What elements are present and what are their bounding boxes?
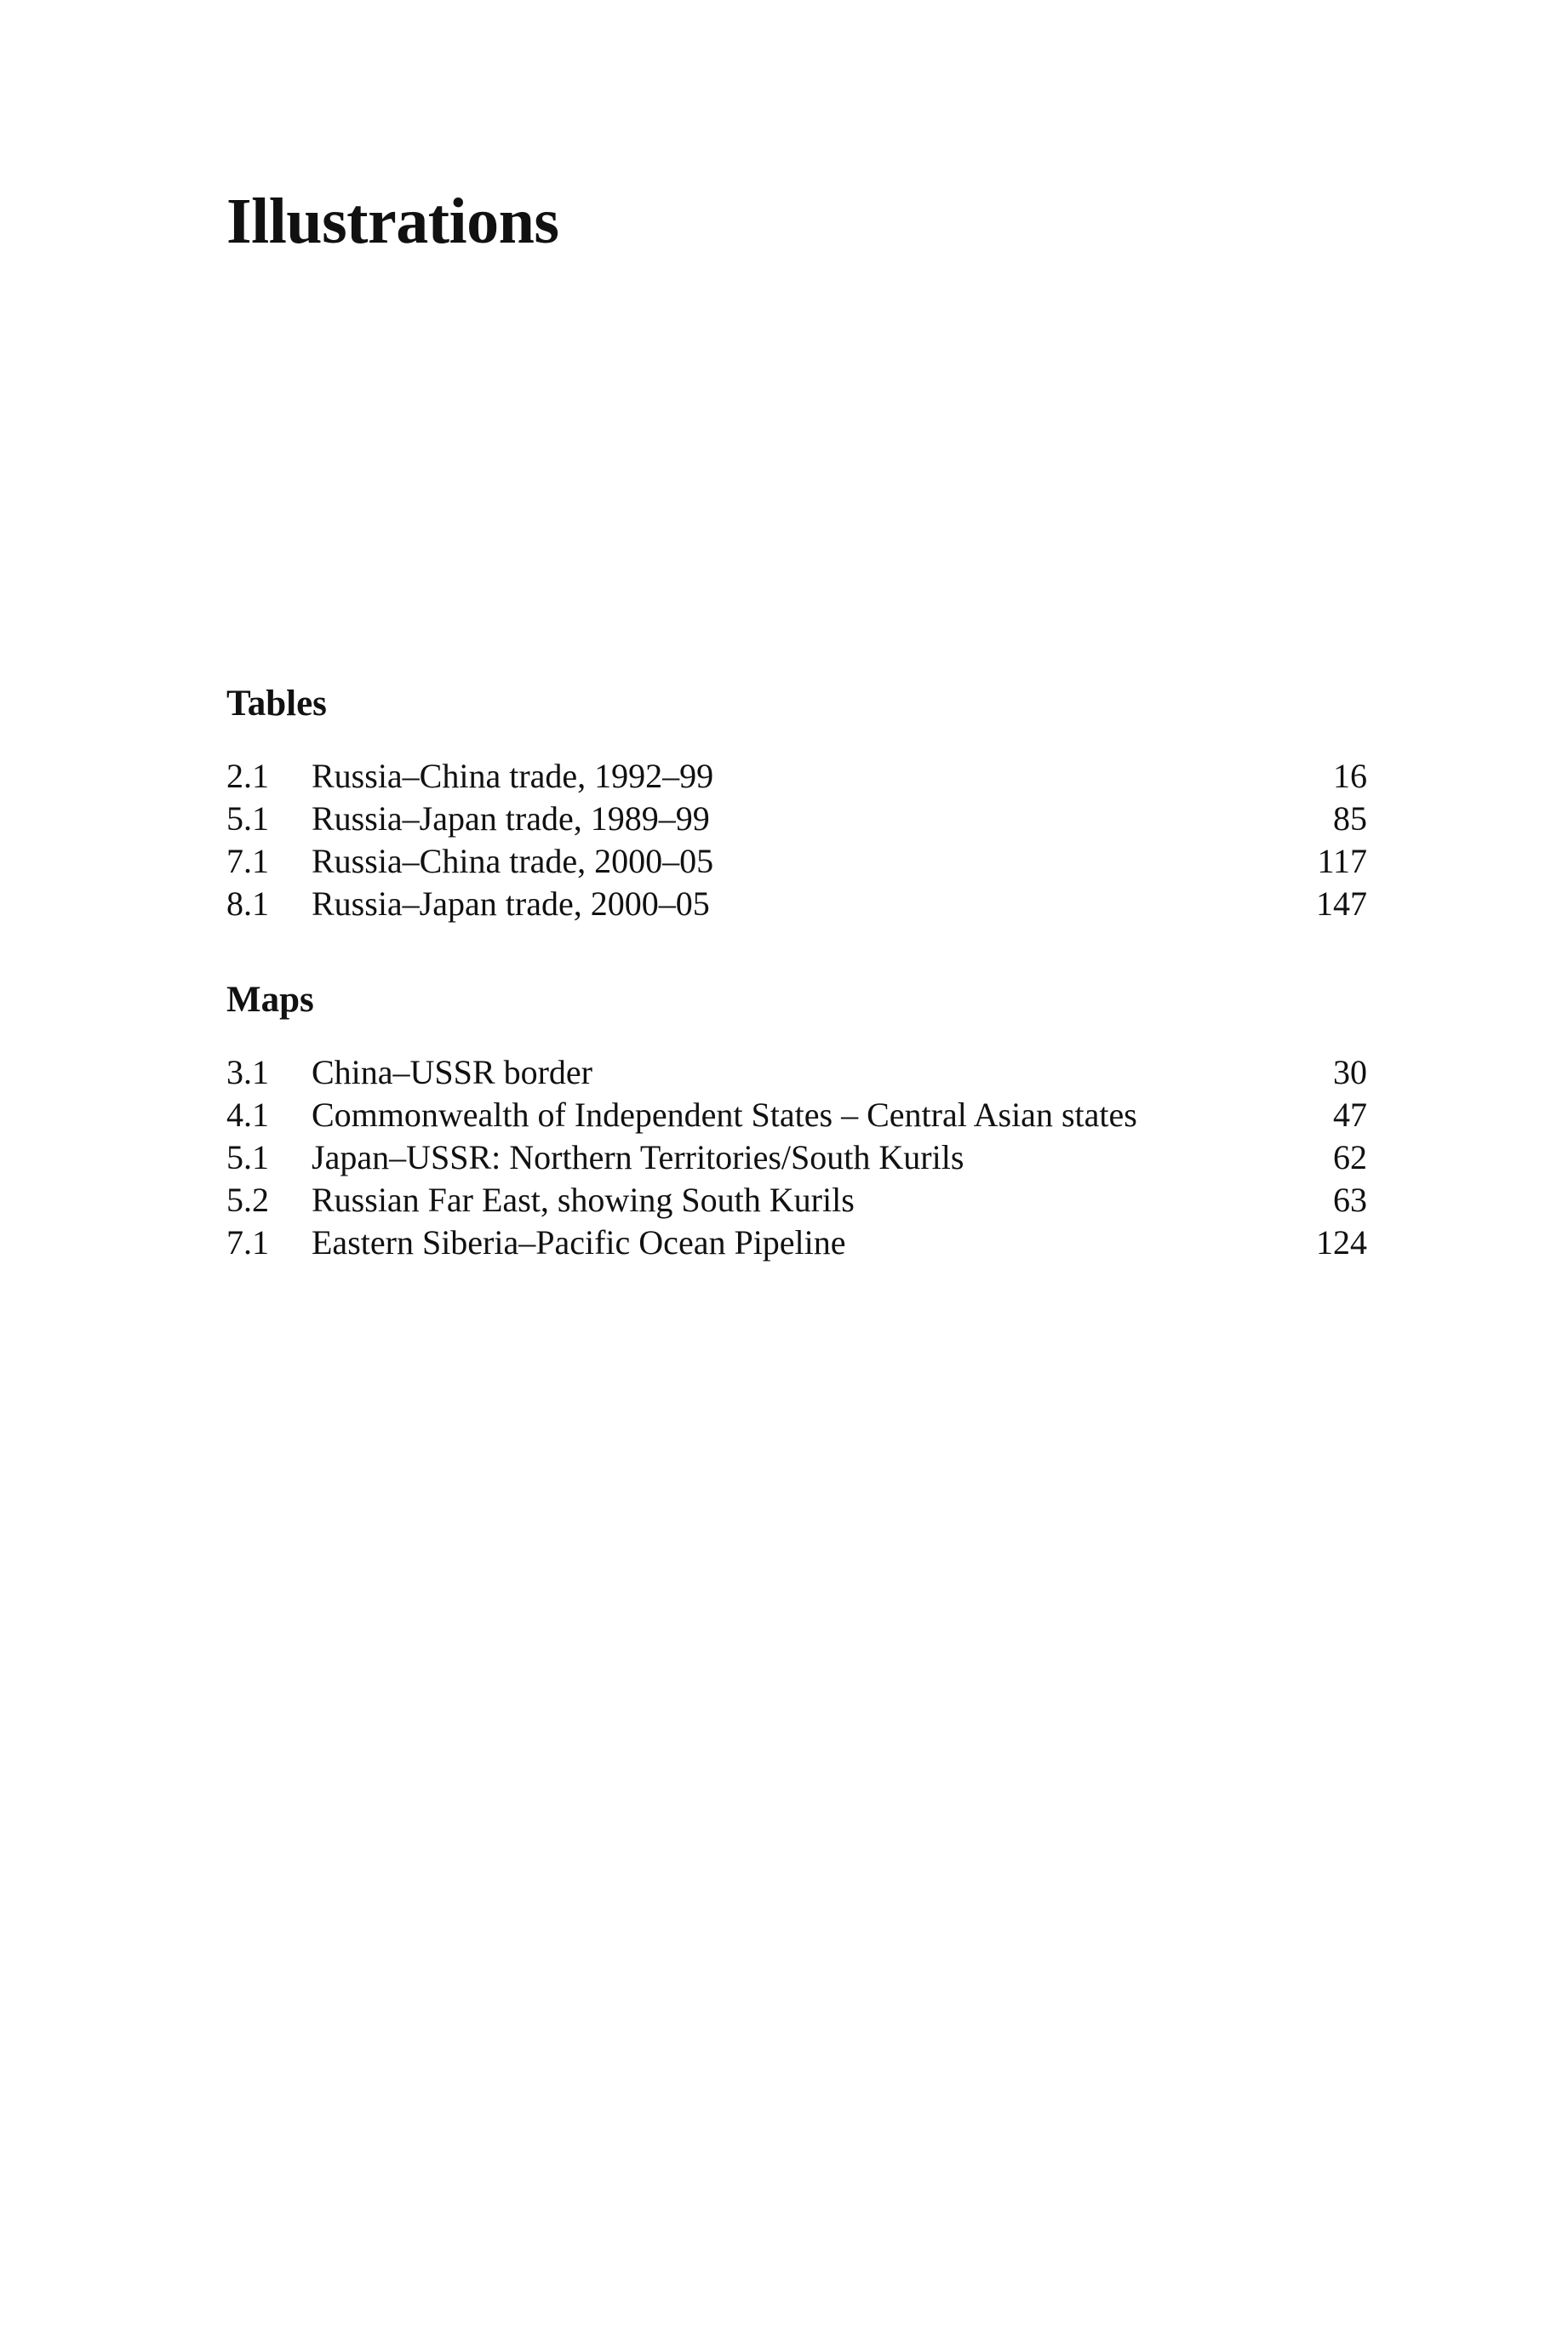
entry-page-number: 30	[1333, 1053, 1367, 1091]
list-item	[226, 1051, 1367, 1094]
entry-title: Russia–China trade, 1992–99	[312, 757, 714, 795]
tables-heading: Tables	[226, 684, 327, 724]
entry-title: Japan–USSR: Northern Territories/South Kurils	[312, 1138, 964, 1176]
tables-section	[226, 681, 1367, 925]
list-item	[226, 1179, 1367, 1222]
maps-section	[226, 977, 1367, 1264]
entry-number: 5.2	[226, 1181, 269, 1219]
list-item	[226, 1094, 1367, 1136]
entry-number: 8.1	[226, 884, 269, 923]
entry-page-number: 16	[1333, 757, 1367, 795]
entry-page-number: 62	[1333, 1138, 1367, 1176]
entry-page-number: 124	[1316, 1223, 1367, 1262]
entry-number: 5.1	[226, 799, 269, 838]
entry-number: 5.1	[226, 1138, 269, 1176]
entry-title: Russia–Japan trade, 2000–05	[312, 884, 710, 923]
list-item	[226, 883, 1367, 925]
list-item	[226, 798, 1367, 840]
entry-page-number: 47	[1333, 1096, 1367, 1134]
entry-title: Commonwealth of Independent States – Central Asian states	[312, 1096, 1137, 1134]
tables-list	[226, 755, 1367, 925]
entry-number: 2.1	[226, 757, 269, 795]
list-item	[226, 755, 1367, 798]
maps-heading: Maps	[226, 980, 314, 1020]
entry-title: China–USSR border	[312, 1053, 592, 1091]
entry-title: Eastern Siberia–Pacific Ocean Pipeline	[312, 1223, 846, 1262]
maps-list	[226, 1051, 1367, 1264]
entry-number: 4.1	[226, 1096, 269, 1134]
entry-page-number: 117	[1317, 842, 1367, 880]
entry-title: Russia–Japan trade, 1989–99	[312, 799, 710, 838]
entry-page-number: 63	[1333, 1181, 1367, 1219]
entry-number: 7.1	[226, 842, 269, 880]
list-item	[226, 1222, 1367, 1264]
list-item	[226, 840, 1367, 883]
entry-number: 3.1	[226, 1053, 269, 1091]
page-title: Illustrations	[226, 186, 559, 257]
entry-page-number: 147	[1316, 884, 1367, 923]
entry-title: Russia–China trade, 2000–05	[312, 842, 714, 880]
entry-title: Russian Far East, showing South Kurils	[312, 1181, 855, 1219]
entry-number: 7.1	[226, 1223, 269, 1262]
list-item	[226, 1136, 1367, 1179]
entry-page-number: 85	[1333, 799, 1367, 838]
